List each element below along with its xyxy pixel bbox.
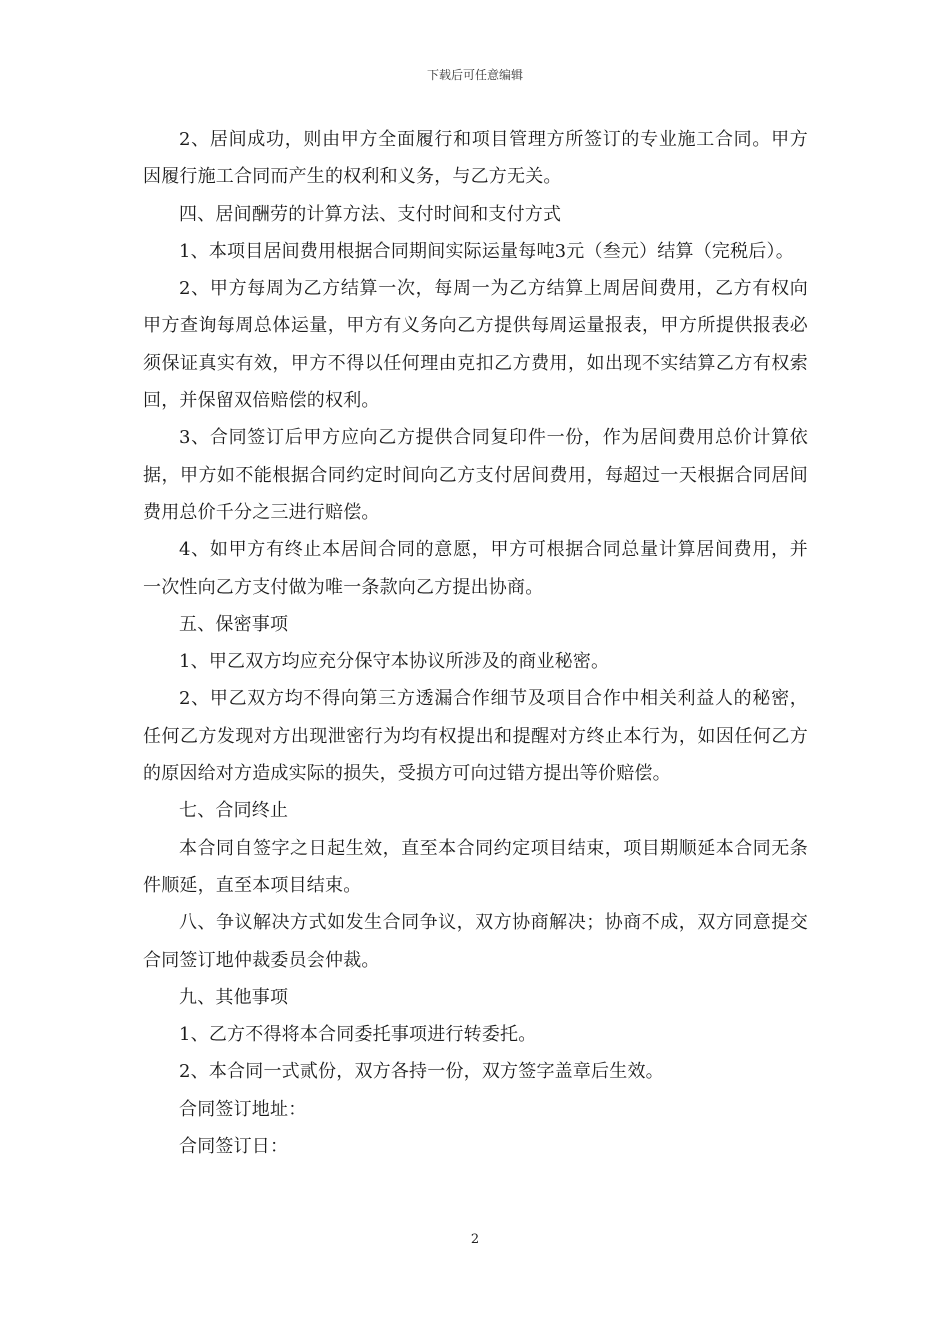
paragraph: 1、乙方不得将本合同委托事项进行转委托。 [179,1024,537,1046]
section-heading: 四、居间酬劳的计算方法、支付时间和支付方式 [179,203,562,225]
paragraph: 本合同自签字之日起生效，直至本合同约定项目结束，项目期顺延本合同无条件顺延，直至本项目结束。 [143,837,808,896]
paragraph: 八、争议解决方式如发生合同争议，双方协商解决；协商不成，双方同意提交合同签订地仲裁委员会仲裁。 [143,912,808,971]
signing-address-field: 合同签订地址： [179,1098,307,1120]
paragraph: 1、本项目居间费用根据合同期间实际运量每吨3元（叁元）结算（完税后）。 [179,240,794,262]
section-heading: 九、其他事项 [179,986,289,1008]
page-number: 2 [470,1232,480,1247]
paragraph: 2、甲方每周为乙方结算一次，每周一为乙方结算上周居间费用，乙方有权向甲方查询每周总体运量，甲方有义务向乙方提供每周运量报表，甲方所提供报表必须保证真实有效，甲方不得以任何理由克扣乙方费用，如出现不实结算乙方有权索回，并保留双倍赔偿的权利。 [143,278,808,412]
paragraph: 2、居间成功，则由甲方全面履行和项目管理方所签订的专业施工合同。甲方因履行施工合同而产生的权利和义务，与乙方无关。 [143,129,808,188]
paragraph: 1、甲乙双方均应充分保守本协议所涉及的商业秘密。 [179,651,610,673]
section-heading: 五、保密事项 [179,613,289,635]
paragraph: 3、合同签订后甲方应向乙方提供合同复印件一份，作为居间费用总价计算依据，甲方如不能根据合同约定时间向乙方支付居间费用，每超过一天根据合同居间费用总价千分之三进行赔偿。 [143,427,808,523]
paragraph: 2、本合同一式贰份，双方各持一份，双方签字盖章后生效。 [179,1061,664,1083]
page-header: 下载后可任意编辑 [426,68,523,82]
paragraph: 2、甲乙双方均不得向第三方透漏合作细节及项目合作中相关利益人的秘密，任何乙方发现对方出现泄密行为均有权提出和提醒对方终止本行为，如因任何乙方的原因给对方造成实际的损失，受损方可向过错方提出等价赔偿。 [143,688,808,785]
paragraph: 4、如甲方有终止本居间合同的意愿，甲方可根据合同总量计算居间费用，并一次性向乙方支付做为唯一条款向乙方提出协商。 [143,539,808,598]
signing-date-field: 合同签订日： [179,1136,289,1158]
section-heading: 七、合同终止 [179,800,289,822]
document-body [143,121,808,1165]
